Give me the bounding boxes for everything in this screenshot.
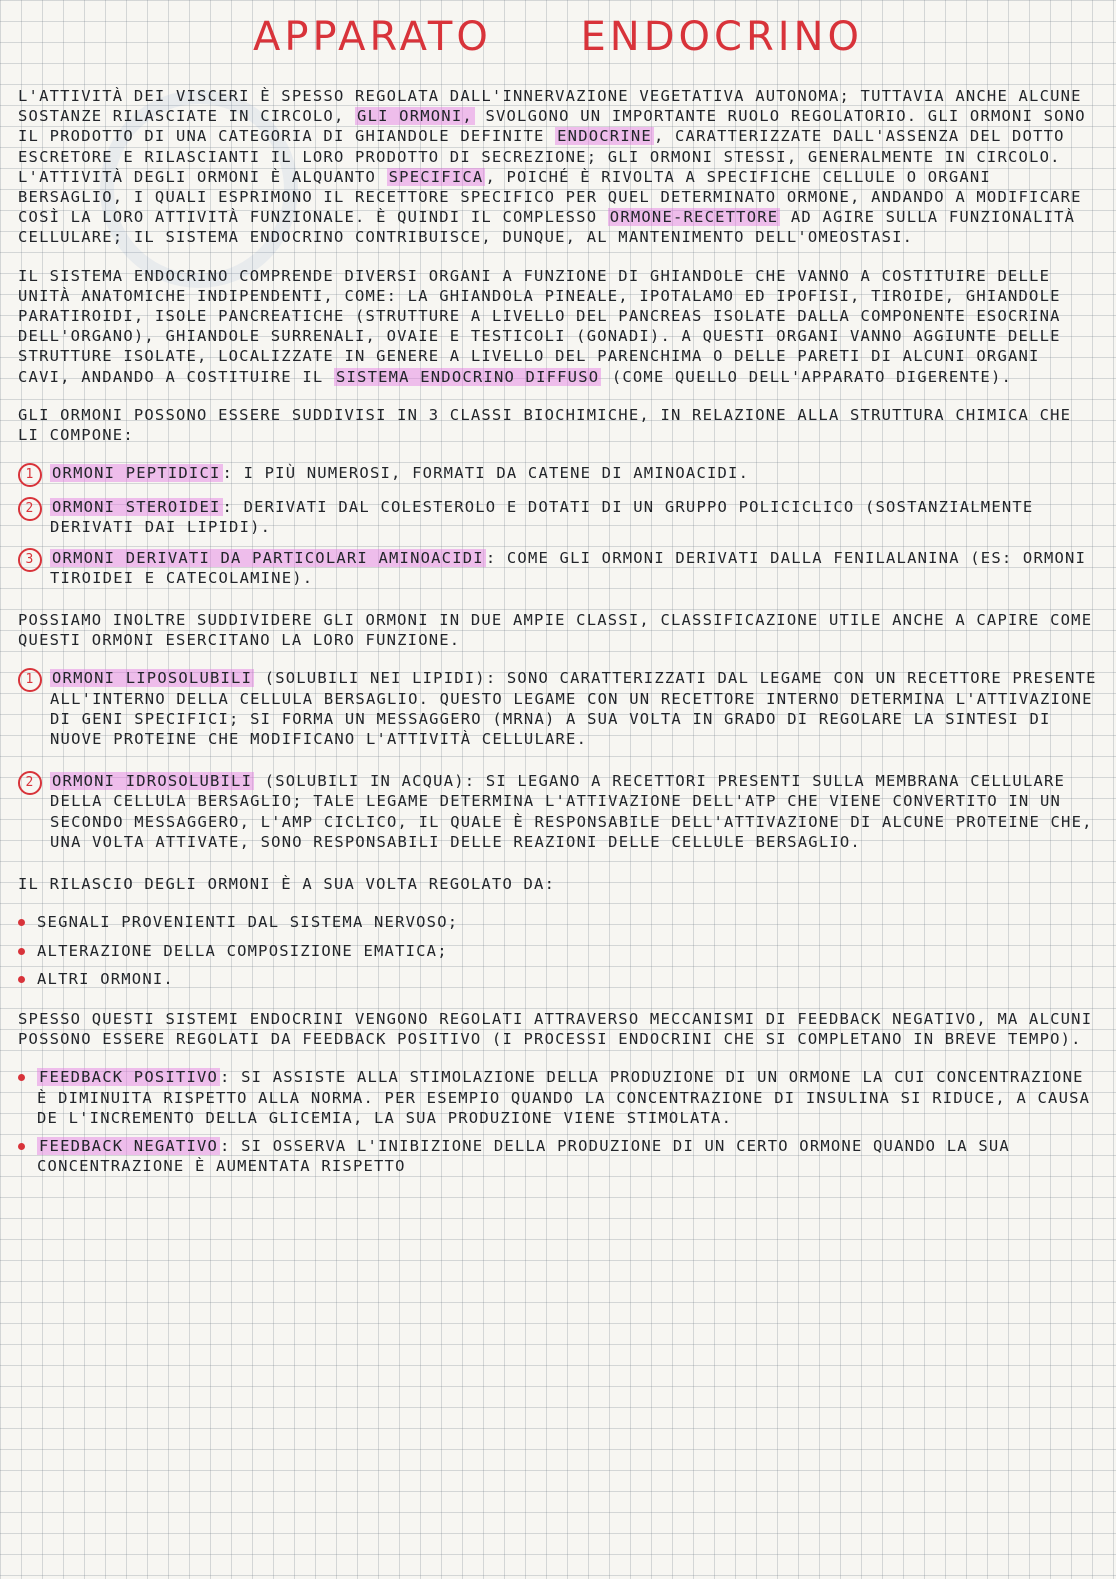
- solubility-text: (SOLUBILI NEI LIPIDI): SONO CARATTERIZZATI DAL LEGAME CON UN RECETTORE PRESENTE ALL'INTERNO DELLA CELLULA BERSAGLIO. QUESTO LEGAME CON UN RECETTORE INTERNO DETERMINA L'ATTIVAZIONE DI GENI SPECIFICI; SI FORMA UN MESSAGGERO (MRNA) A SUA VOLTA IN GRADO DI REGOLARE LA SINTESI DI NUOVE PROTEINE CHE MODIFICANO L'ATTIVITÀ CELLULARE.: [50, 669, 1097, 749]
- bullet-text: ALTERAZIONE DELLA COMPOSIZIONE EMATICA;: [37, 941, 448, 960]
- highlight-ormone-recettore: ORMONE-RECETTORE: [609, 208, 779, 227]
- bullet-text: SEGNALI PROVENIENTI DAL SISTEMA NERVOSO;: [37, 913, 459, 932]
- class-text: : COME GLI ORMONI DERIVATI DALLA FENILALANINA (ES: ORMONI TIROIDEI E CATECOLAMINE).: [50, 548, 1087, 587]
- paragraph-classi: GLI ORMONI POSSONO ESSERE SUDDIVISI IN 3 CLASSI BIOCHIMICHE, IN RELAZIONE ALLA STRUTTURA CHIMICA CHE LI COMPONE:: [18, 405, 1072, 445]
- highlight-sistema-diffuso: SISTEMA ENDOCRINO DIFFUSO: [335, 367, 600, 386]
- bullet-dot: [18, 948, 25, 955]
- paragraph-sistema: [18, 266, 1098, 387]
- bullet-item: [18, 1136, 1098, 1176]
- bullet-dot: [18, 1143, 25, 1150]
- bullet-item: [18, 912, 1098, 932]
- feedback-text: : SI ASSISTE ALLA STIMOLAZIONE DELLA PRODUZIONE DI UN ORMONE LA CUI CONCENTRAZIONE È DIMINUITA RISPETTO ALLA NORMA. PER ESEMPIO QUANDO LA CONCENTRAZIONE DI INSULINA SI RIDUCE, A CAUSA DE L'INCREMENTO DELLA GLICEMIA, LA SUA PRODUZIONE VIENE STIMOLATA.: [37, 1068, 1091, 1127]
- text-run: , CARATTERIZZATE DALL'ASSENZA DEL DOTTO ESCRETORE E RILASCIANTI IL LORO PRODOTTO DI SECREZIONE; GLI ORMONI STESSI, GENERALMENTE IN CIRCOLO. L'ATTIVITÀ DEGLI ORMONI È ALQUANTO: [18, 127, 1065, 186]
- class-text: : DERIVATI DAL COLESTEROLO E DOTATI DI UN GRUPPO POLICICLICO (SOSTANZIALMENTE DERIVATI DAI LIPIDI).: [50, 498, 1034, 537]
- list-item-solubility: [18, 771, 1098, 852]
- title-word-1: APPARATO: [253, 14, 492, 60]
- paragraph-rilascio: IL RILASCIO DEGLI ORMONI È A SUA VOLTA REGOLATO DA:: [18, 875, 556, 894]
- bullet-text: ALTRI ORMONI.: [37, 969, 174, 988]
- highlight-endocrine: ENDOCRINE: [557, 127, 652, 146]
- page-title: [0, 14, 1116, 60]
- number-badge: 2: [18, 497, 42, 521]
- text-run: SVOLGONO UN IMPORTANTE RUOLO REGOLATORIO. GLI ORMONI SONO IL PRODOTTO DI UNA CATEGORIA DI GHIANDOLE DEFINITE: [18, 107, 1086, 146]
- solubility-label: ORMONI LIPOSOLUBILI: [52, 669, 253, 688]
- paragraph-intro: [18, 86, 1098, 248]
- feedback-text: : SI OSSERVA L'INIBIZIONE DELLA PRODUZIONE DI UN CERTO ORMONE QUANDO LA SUA CONCENTRAZIONE È AUMENTATA RISPETTO: [37, 1136, 1010, 1176]
- paragraph-feedback: SPESSO QUESTI SISTEMI ENDOCRINI VENGONO REGOLATI ATTRAVERSO MECCANISMI DI FEEDBACK NEGATIVO, MA ALCUNI POSSONO ESSERE REGOLATI DA FEEDBACK POSITIVO (I PROCESSI ENDOCRINI CHE SI COMPLETANO IN BREVE TEMPO).: [18, 1009, 1093, 1049]
- list-item-class: [18, 548, 1098, 588]
- number-badge: 1: [18, 668, 42, 692]
- bullet-dot: [18, 976, 25, 983]
- text-run: , POICHÉ È RIVOLTA A SPECIFICHE CELLULE O ORGANI BERSAGLIO, I QUALI ESPRIMONO IL RECETTORE SPECIFICO PER QUEL DETERMINATO ORMONE, ANDANDO A MODIFICARE COSÌ LA LORO ATTIVITÀ FUNZIONALE. È QUINDI IL COMPLESSO: [18, 167, 1082, 227]
- number-badge: 1: [18, 463, 42, 487]
- class-label: ORMONI STEROIDEI: [52, 498, 221, 517]
- text-run: IL SISTEMA ENDOCRINO COMPRENDE DIVERSI ORGANI A FUNZIONE DI GHIANDOLE CHE VANNO A COSTITUIRE DELLE UNITÀ ANATOMICHE INDIPENDENTI, COME: LA GHIANDOLA PINEALE, IPOTALAMO ED IPOFISI, TIROIDE, GHIANDOLE PARATIROIDI, ISOLE PANCREATICHE (STRUTTURE A LIVELLO DEL PANCREAS ISOLATE DALLA COMPONENTE ESOCRINA DELL'ORGANO), GHIANDOLE SURRENALI, OVAIE E TESTICOLI (GONADI). A QUESTI ORGANI VANNO AGGIUNTE DELLE STRUTTURE ISOLATE, LOCALIZZATE IN GENERE A LIVELLO DEL PARENCHIMA O DELLE PARETI DI ALCUNI ORGANI CAVI, ANDANDO A COSTITUIRE IL: [18, 266, 1061, 386]
- solubility-text: (SOLUBILI IN ACQUA): SI LEGANO A RECETTORI PRESENTI SULLA MEMBRANA CELLULARE DELLA CELLULA BERSAGLIO; TALE LEGAME DETERMINA L'ATTIVAZIONE DELL'ATP CHE VIENE CONVERTITO IN UN SECONDO MESSAGGERO, L'AMP CICLICO, IL QUALE È RESPONSABILE DELL'ATTIVAZIONE DI ALCUNE PROTEINE CHE, UNA VOLTA ATTIVATE, SONO RESPONSABILI DELLE REAZIONI DELLE CELLULE BERSAGLIO.: [50, 772, 1093, 851]
- list-item-class: [18, 463, 1098, 487]
- feedback-label: FEEDBACK NEGATIVO: [39, 1136, 219, 1155]
- highlight-ormoni: GLI ORMONI,: [357, 107, 473, 126]
- paragraph-suddivisione: POSSIAMO INOLTRE SUDDIVIDERE GLI ORMONI IN DUE AMPIE CLASSI, CLASSIFICAZIONE UTILE ANCHE A CAPIRE COME QUESTI ORMONI ESERCITANO LA LORO FUNZIONE.: [18, 611, 1093, 650]
- bullet-dot: [18, 1074, 25, 1081]
- list-item-solubility: [18, 668, 1098, 749]
- bullet-item: [18, 1067, 1098, 1128]
- text-run: (COME QUELLO DELL'APPARATO DIGERENTE).: [611, 367, 1013, 386]
- feedback-label: FEEDBACK POSITIVO: [39, 1068, 219, 1087]
- highlight-specifica: SPECIFICA: [388, 167, 484, 186]
- bullet-dot: [18, 919, 25, 926]
- notes-body: [18, 86, 1098, 1184]
- bullet-item: [18, 969, 1098, 989]
- text-run: L'ATTIVITÀ DEI VISCERI È SPESSO REGOLATA DALL'INNERVAZIONE VEGETATIVA AUTONOMA; TUTTAVIA ANCHE ALCUNE SOSTANZE RILASCIATE IN CIRCOLO,: [18, 87, 1082, 126]
- title-word-2: ENDOCRINO: [580, 14, 863, 60]
- list-item-class: [18, 497, 1098, 537]
- class-label: ORMONI DERIVATI DA PARTICOLARI AMINOACIDI: [52, 548, 484, 567]
- text-run: AD AGIRE SULLA FUNZIONALITÀ CELLULARE; IL SISTEMA ENDOCRINO CONTRIBUISCE, DUNQUE, AL MANTENIMENTO DELL'OMEOSTASI.: [18, 208, 1076, 247]
- number-badge: 3: [18, 548, 42, 572]
- number-badge: 2: [18, 771, 42, 795]
- class-label: ORMONI PEPTIDICI: [52, 464, 221, 483]
- bullet-item: [18, 941, 1098, 961]
- class-text: : I PIÙ NUMEROSI, FORMATI DA CATENE DI AMINOACIDI.: [222, 464, 750, 483]
- solubility-label: ORMONI IDROSOLUBILI: [52, 772, 253, 791]
